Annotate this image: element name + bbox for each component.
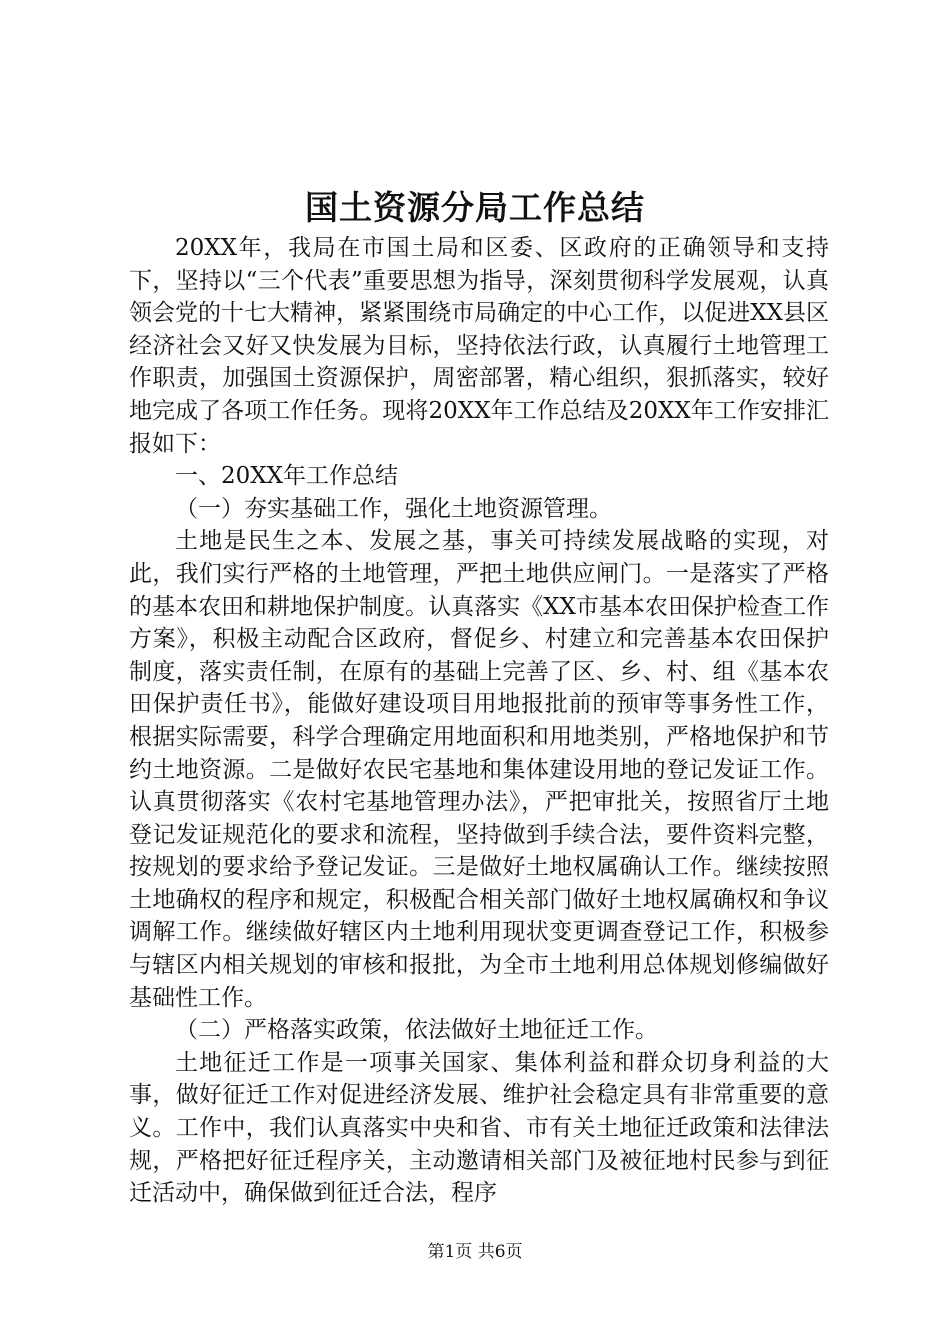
section-heading-1: 一、20XX年工作总结 (175, 463, 399, 490)
document-title: 国土资源分局工作总结 (305, 188, 645, 227)
subsection-heading-1: （一）夯实基础工作，强化土地资源管理。 (175, 495, 612, 522)
subsection-heading-2: （二）严格落实政策，依法做好土地征迁工作。 (175, 1017, 658, 1044)
paragraph-land-expropriation: 土地征迁工作是一项事关国家、集体利益和群众切身利益的大事，做好征迁工作对促进经济发展、维护社会稳定具有非常重要的意义。工作中，我们认真落实中央和省、市有关土地征迁政策和法律法规，严格把好征迁程序关，主动邀请相关部门及被征地村民参与到征迁活动中，确保做到征迁合法，程序 (129, 1049, 829, 1207)
page-footer: 第1页 共6页 (427, 1242, 523, 1262)
document-body (129, 232, 829, 1210)
paragraph-land-management: 土地是民生之本、发展之基，事关可持续发展战略的实现，对此，我们实行严格的土地管理，严把土地供应闸门。一是落实了严格的基本农田和耕地保护制度。认真落实《XX市基本农田保护检查工作方案》，积极主动配合区政府，督促乡、村建立和完善基本农田保护制度，落实责任制，在原有的基础上完善了区、乡、村、组《基本农田保护责任书》，能做好建设项目用地报批前的预审等事务性工作，根据实际需要，科学合理确定用地面积和用地类别，严格地保护和节约土地资源。二是做好农民宅基地和集体建设用地的登记发证工作。认真贯彻落实《农村宅基地管理办法》，严把审批关，按照省厅土地登记发证规范化的要求和流程，坚持做到手续合法，要件资料完整，按规划的要求给予登记发证。三是做好土地权属确认工作。继续按照土地确权的程序和规定，积极配合相关部门做好土地权属确权和争议调解工作。继续做好辖区内土地利用现状变更调查登记工作，积极参与辖区内相关规划的审核和报批，为全市土地利用总体规划修编做好基础性工作。 (129, 528, 829, 1011)
paragraph-intro: 20XX年，我局在市国土局和区委、区政府的正确领导和支持下，坚持以“三个代表”重要思想为指导，深刻贯彻科学发展观，认真领会党的十七大精神，紧紧围绕市局确定的中心工作，以促进XX县区经济社会又好又快发展为目标，坚持依法行政，认真履行土地管理工作职责，加强国土资源保护，周密部署，精心组织，狠抓落实，较好地完成了各项工作任务。现将20XX年工作总结及20XX年工作安排汇报如下： (129, 235, 829, 457)
